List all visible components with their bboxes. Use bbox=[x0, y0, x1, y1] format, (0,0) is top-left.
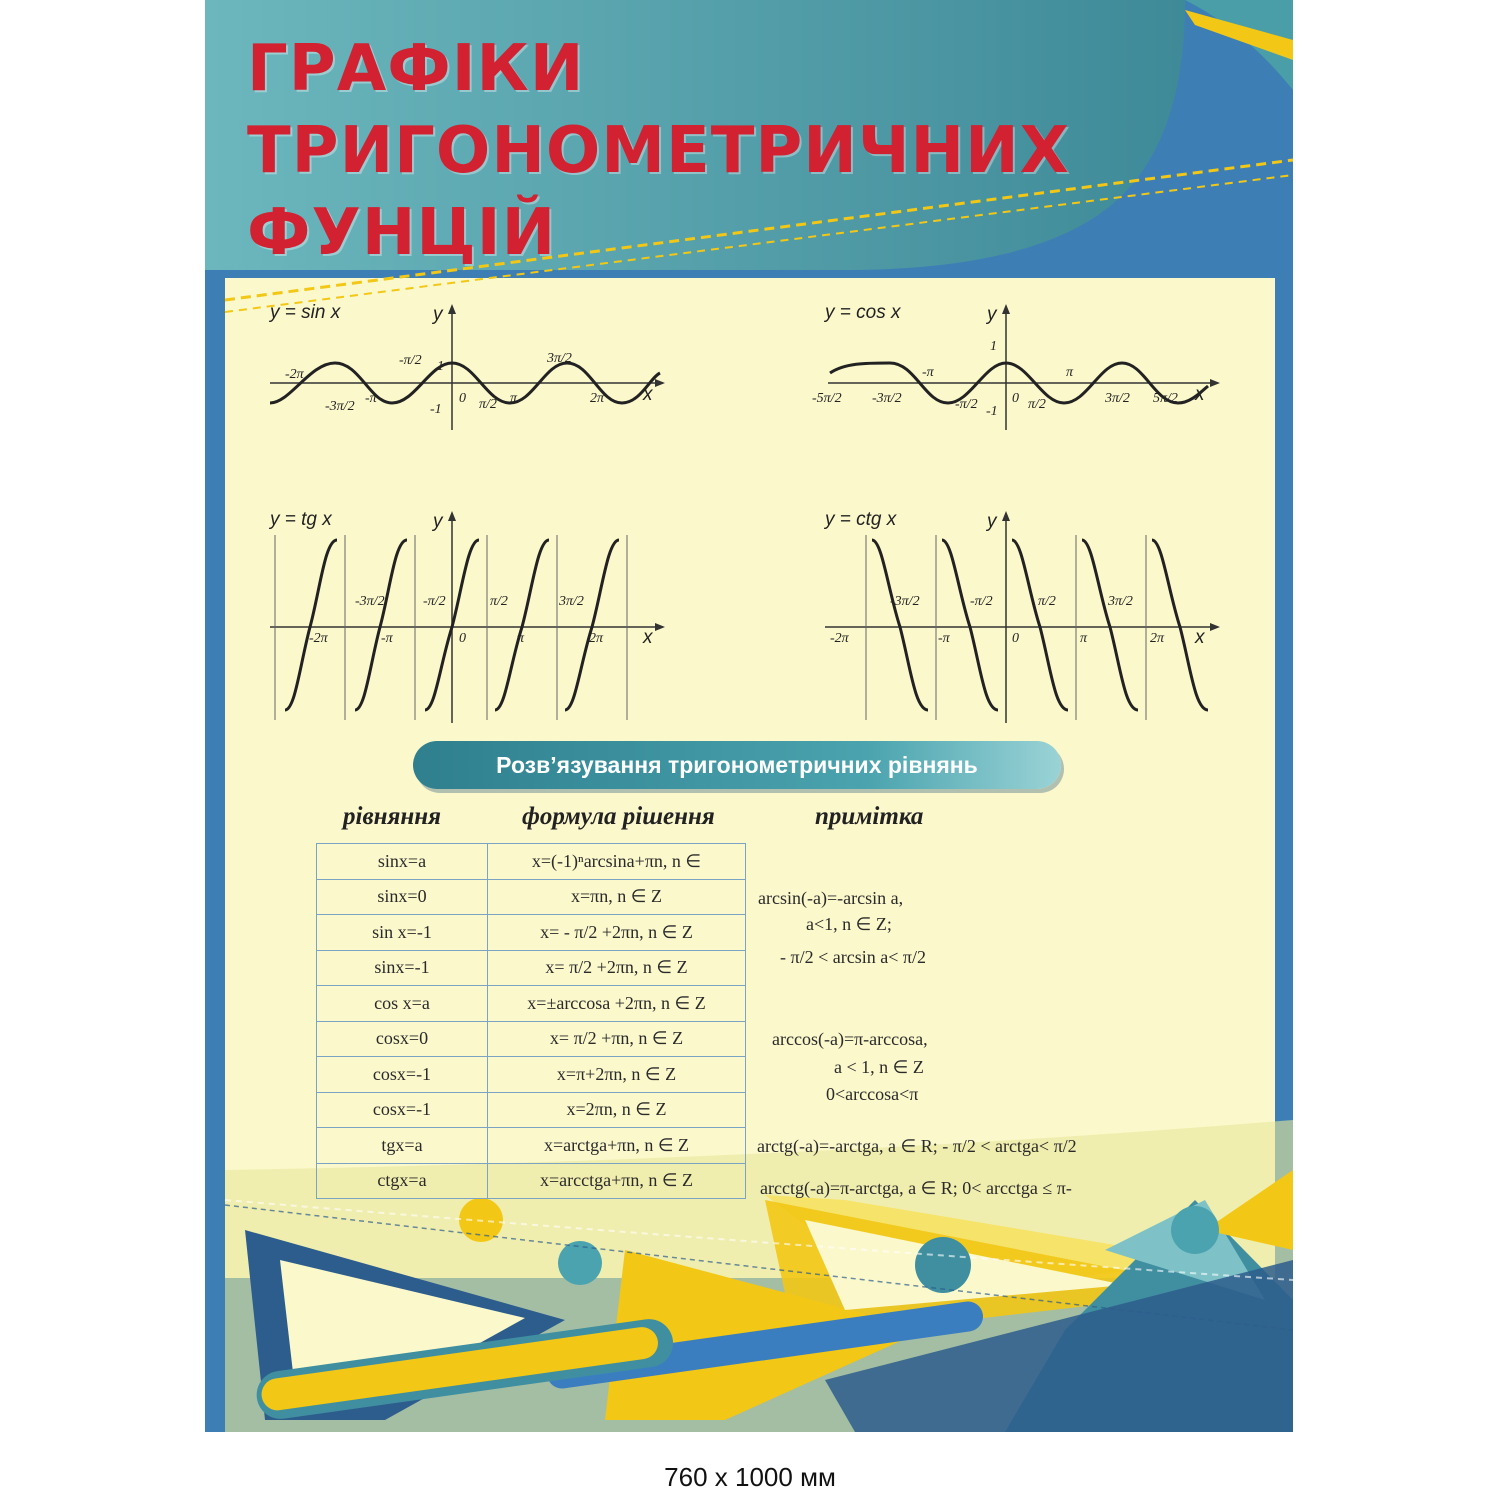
table-row bbox=[317, 1092, 746, 1128]
equation-cell: sinx=-1 bbox=[317, 950, 488, 986]
formula-cell: x=arcctga+πn, n ∈ Z bbox=[488, 1163, 746, 1199]
ctg-tick-neg-pi-2: -π/2 bbox=[970, 594, 993, 609]
note-arcsin-line3: - π/2 < arcsin a< π/2 bbox=[780, 947, 926, 967]
ctg-tick-2pi: 2π bbox=[1150, 631, 1165, 646]
table-row bbox=[317, 915, 746, 951]
cos-tick-pi: π bbox=[1066, 365, 1074, 380]
cos-tick-zero: 0 bbox=[1012, 391, 1019, 406]
ctg-graph bbox=[810, 505, 1230, 725]
section-title-banner: Розв’язування тригонометричних рівнянь bbox=[413, 741, 1061, 789]
formula-cell: x=2πn, n ∈ Z bbox=[488, 1092, 746, 1128]
formula-cell: x= π/2 +2πn, n ∈ Z bbox=[488, 950, 746, 986]
sin-tick-neg-pi: -π bbox=[365, 391, 377, 406]
tg-tick-neg-pi: -π bbox=[381, 631, 393, 646]
formula-cell: x=πn, n ∈ Z bbox=[488, 879, 746, 915]
equation-cell: sin x=-1 bbox=[317, 915, 488, 951]
equation-cell: sinx=0 bbox=[317, 879, 488, 915]
note-arccos-line1: arccos(-a)=π-arccosa, bbox=[772, 1029, 928, 1049]
tg-tick-neg-2pi: -2π bbox=[309, 631, 328, 646]
column-header-equation: рівняння bbox=[343, 803, 442, 830]
sin-graph-label: y = sin x bbox=[270, 302, 341, 323]
cos-tick-5pi-2: 5π/2 bbox=[1153, 391, 1178, 406]
cos-tick-neg-1: -1 bbox=[986, 404, 998, 419]
table-row bbox=[317, 1021, 746, 1057]
tg-graph-label: y = tg x bbox=[270, 509, 332, 530]
equation-cell: tgx=a bbox=[317, 1128, 488, 1164]
cos-tick-neg-pi-2: -π/2 bbox=[955, 397, 978, 412]
table-row bbox=[317, 1057, 746, 1093]
tg-tick-3pi-2: 3π/2 bbox=[559, 594, 584, 609]
sin-tick-neg-3pi-2: -3π/2 bbox=[325, 399, 355, 414]
equation-cell: ctgx=a bbox=[317, 1163, 488, 1199]
tg-tick-neg-pi-2: -π/2 bbox=[423, 594, 446, 609]
equation-cell: cosx=0 bbox=[317, 1021, 488, 1057]
equation-cell: cosx=-1 bbox=[317, 1057, 488, 1093]
equation-cell: cos x=a bbox=[317, 986, 488, 1022]
sin-tick-3pi-2: 3π/2 bbox=[547, 351, 572, 366]
column-header-formula: формула рішення bbox=[522, 803, 715, 830]
tg-x-axis-label: x bbox=[643, 627, 653, 648]
cos-tick-neg-pi: -π bbox=[922, 365, 934, 380]
equations-table bbox=[316, 843, 746, 1199]
equation-cell: cosx=-1 bbox=[317, 1092, 488, 1128]
title-line-2: ТРИГОНОМЕТРИЧНИХ bbox=[247, 114, 1070, 188]
sin-tick-zero: 0 bbox=[459, 391, 466, 406]
tg-tick-2pi: 2π bbox=[589, 631, 604, 646]
ctg-tick-zero: 0 bbox=[1012, 631, 1019, 646]
note-arcsin-line2: a<1, n ∈ Z; bbox=[806, 914, 892, 934]
cos-graph bbox=[810, 298, 1230, 438]
title-line-3: ФУНЦІЙ bbox=[247, 196, 557, 270]
ctg-tick-neg-3pi-2: -3π/2 bbox=[890, 594, 920, 609]
cos-y-axis-label: y bbox=[987, 304, 997, 325]
poster-size-label: 760 x 1000 мм bbox=[664, 1462, 836, 1492]
table-row bbox=[317, 1128, 746, 1164]
table-row bbox=[317, 986, 746, 1022]
formula-cell: x=±arccosa +2πn, n ∈ Z bbox=[488, 986, 746, 1022]
ctg-graph-label: y = ctg x bbox=[825, 509, 897, 530]
table-row bbox=[317, 1163, 746, 1199]
note-arctg: arctg(-a)=-arctga, a ∈ R; - π/2 < arctga< π/2 bbox=[757, 1136, 1077, 1156]
formula-cell: x= - π/2 +2πn, n ∈ Z bbox=[488, 915, 746, 951]
tg-tick-pi: π bbox=[517, 631, 525, 646]
ctg-x-axis-label: x bbox=[1195, 627, 1205, 648]
sin-tick-neg-pi-2: -π/2 bbox=[399, 353, 422, 368]
sin-tick-neg-1: -1 bbox=[430, 402, 442, 417]
cos-tick-3pi-2: 3π/2 bbox=[1105, 391, 1130, 406]
formula-cell: x= π/2 +πn, n ∈ Z bbox=[488, 1021, 746, 1057]
ctg-tick-pi: π bbox=[1080, 631, 1088, 646]
sin-x-axis-label: x bbox=[643, 384, 653, 405]
note-arcctg: arcctg(-a)=π-arctga, a ∈ R; 0< arcctga ≤ π- bbox=[760, 1178, 1072, 1198]
note-arcsin-line1: arcsin(-a)=-arcsin a, bbox=[758, 888, 904, 908]
cos-tick-neg-5pi-2: -5π/2 bbox=[812, 391, 842, 406]
equation-cell: sinx=a bbox=[317, 844, 488, 880]
formula-cell: x=(-1)ⁿarcsina+πn, n ∈ bbox=[488, 844, 746, 880]
cos-tick-pi-2: π/2 bbox=[1028, 397, 1046, 412]
note-arccos-line3: 0<arccosa<π bbox=[826, 1084, 919, 1104]
sin-tick-1: 1 bbox=[437, 359, 444, 374]
ctg-tick-3pi-2: 3π/2 bbox=[1108, 594, 1133, 609]
table-row bbox=[317, 844, 746, 880]
sin-graph bbox=[265, 298, 675, 438]
ctg-tick-neg-2pi: -2π bbox=[830, 631, 849, 646]
cos-tick-1: 1 bbox=[990, 339, 997, 354]
cos-x-axis-label: x bbox=[1195, 384, 1205, 405]
sin-tick-pi-2: π/2 bbox=[479, 397, 497, 412]
formula-cell: x=π+2πn, n ∈ Z bbox=[488, 1057, 746, 1093]
tg-tick-zero: 0 bbox=[459, 631, 466, 646]
table-row bbox=[317, 950, 746, 986]
title-line-1: ГРАФІКИ bbox=[247, 32, 585, 106]
sin-tick-2pi: 2π bbox=[590, 391, 605, 406]
sin-y-axis-label: y bbox=[433, 304, 443, 325]
tg-graph bbox=[265, 505, 675, 725]
tg-y-axis-label: y bbox=[433, 511, 443, 532]
ctg-y-axis-label: y bbox=[987, 511, 997, 532]
note-arccos-line2: a < 1, n ∈ Z bbox=[834, 1057, 924, 1077]
cos-graph-label: y = cos x bbox=[825, 302, 901, 323]
cos-tick-neg-3pi-2: -3π/2 bbox=[872, 391, 902, 406]
formula-cell: x=arctga+πn, n ∈ Z bbox=[488, 1128, 746, 1164]
tg-tick-pi-2: π/2 bbox=[490, 594, 508, 609]
sin-tick-pi: π bbox=[510, 391, 518, 406]
ctg-tick-pi-2: π/2 bbox=[1038, 594, 1056, 609]
tg-tick-neg-3pi-2: -3π/2 bbox=[355, 594, 385, 609]
ctg-tick-neg-pi: -π bbox=[938, 631, 950, 646]
column-header-note: примітка bbox=[815, 803, 924, 830]
sin-tick-neg-2pi: -2π bbox=[285, 367, 304, 382]
table-row bbox=[317, 879, 746, 915]
